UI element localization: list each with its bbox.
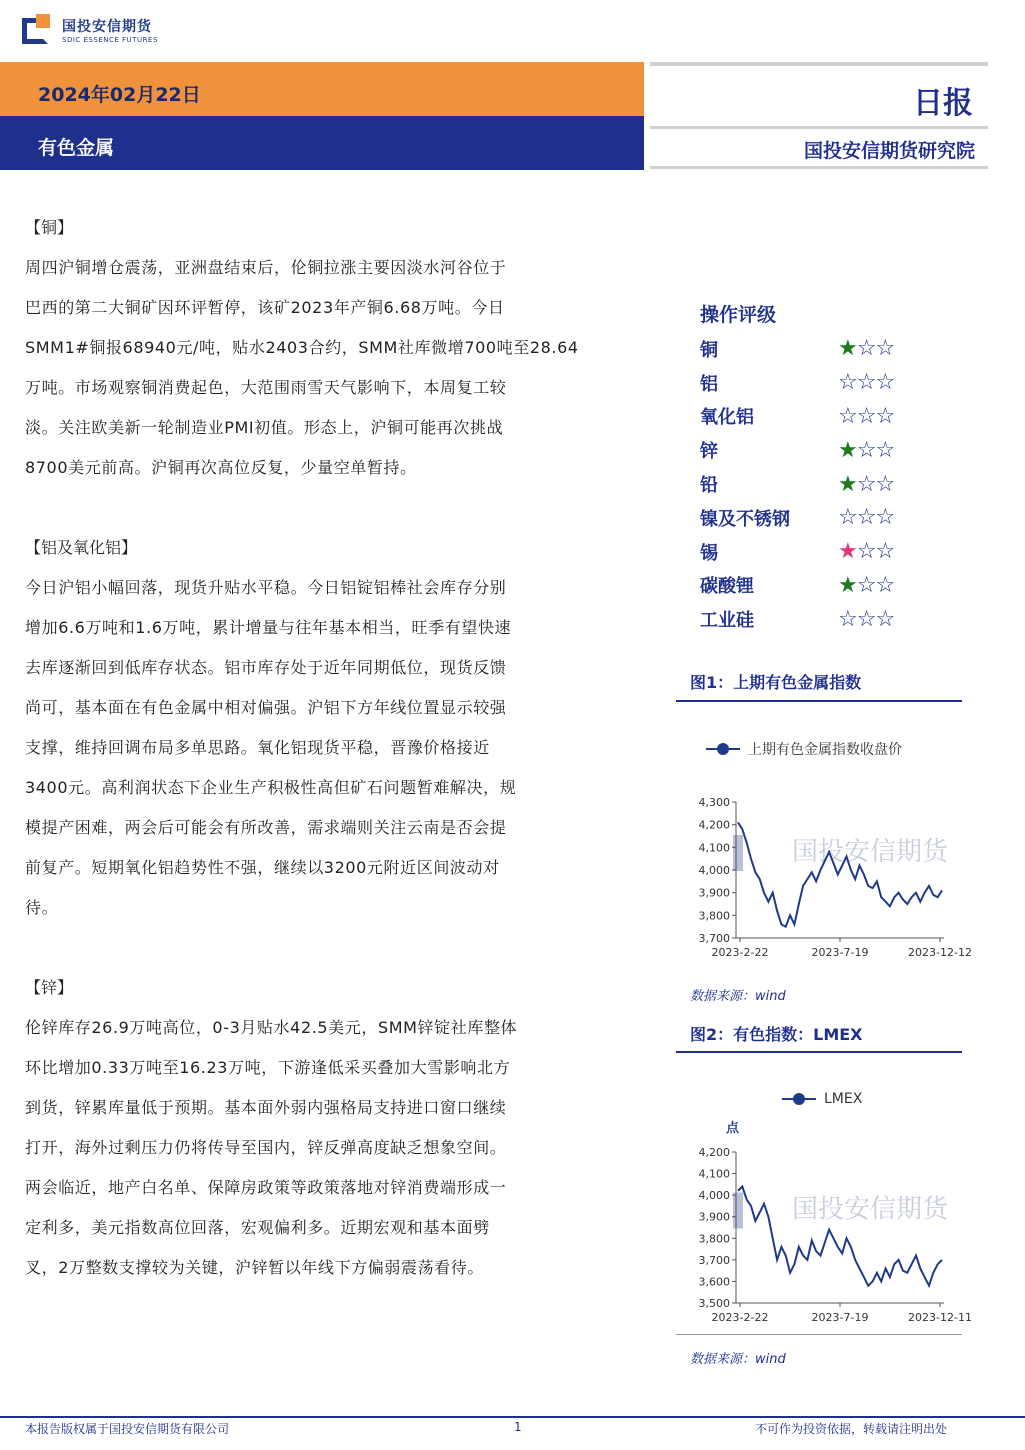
star-filled-icon: ★ [838, 437, 857, 463]
y-tick-label: 4,300 [698, 796, 730, 809]
figure-1-chart [680, 790, 972, 970]
company-logo [22, 14, 158, 46]
star-rating [838, 539, 894, 564]
y-tick-label: 3,900 [698, 886, 730, 900]
paragraph-line: 尚可，基本面在有色金属中相对偏强。沪铝下方年线位置显示较强 [25, 698, 507, 717]
star-empty-icon: ☆ [875, 606, 895, 632]
star-empty-icon: ☆ [856, 606, 876, 632]
star-filled-icon: ★ [838, 572, 857, 598]
header-divider [650, 62, 988, 66]
star-empty-icon: ☆ [875, 505, 895, 531]
y-tick-label: 3,500 [698, 1297, 730, 1310]
paragraph-line: 万吨。市场观察铜消费起色，大范围雨雪天气影响下，本周复工较 [25, 378, 507, 397]
star-empty-icon: ☆ [856, 370, 876, 396]
y-tick-label: 3,800 [698, 909, 730, 923]
paragraph-line: 两会临近，地产白名单、保障房政策等政策落地对锌消费端形成一 [25, 1178, 507, 1197]
report-type: 日报 [913, 86, 973, 121]
sector-title: 有色金属 [38, 137, 115, 159]
rating-name: 铅 [700, 475, 718, 497]
rating-row [700, 332, 970, 366]
paragraph-line: 今日沪铝小幅回落，现货升贴水平稳。今日铝锭铝棒社会库存分别 [25, 578, 507, 597]
legend-marker-icon [706, 748, 740, 750]
y-tick-label: 3,800 [698, 1232, 730, 1246]
rating-name: 锌 [700, 441, 718, 463]
star-filled-icon: ★ [838, 471, 857, 497]
section-title: 【铝及氧化铝】 [25, 538, 138, 557]
rating-name: 氧化铝 [700, 407, 754, 429]
rating-name: 镍及不锈钢 [700, 508, 790, 530]
star-empty-icon: ☆ [856, 572, 876, 598]
watermark-logo-icon [733, 1193, 743, 1229]
logo-name-cn: 国投安信期货 [62, 19, 152, 35]
paragraph-line: 前复产。短期氧化铝趋势性不强，继续以3200元附近区间波动对 [25, 858, 500, 877]
star-rating [838, 370, 894, 395]
x-tick-label: 2023-7-19 [811, 1311, 869, 1324]
rating-row [700, 569, 970, 603]
rating-name: 铜 [700, 339, 718, 361]
paragraph-line: 定利多，美元指数高位回落，宏观偏利多。近期宏观和基本面劈 [25, 1218, 490, 1237]
star-empty-icon: ☆ [875, 336, 895, 362]
paragraph-line: 巴西的第二大铜矿因环评暂停，该矿2023年产铜6.68万吨。今日 [25, 298, 505, 317]
figure-2-source: 数据来源：wind [690, 1352, 786, 1367]
y-tick-label: 4,100 [698, 841, 730, 855]
x-tick-label: 2023-12-12 [908, 946, 972, 959]
star-empty-icon: ☆ [838, 606, 857, 632]
paragraph-line: SMM1#铜报68940元/吨，贴水2403合约，SMM社库微增700吨至28.64 [25, 338, 579, 357]
rating-title: 操作评级 [700, 304, 777, 326]
paragraph-line: 去库逐渐回到低库存状态。铝市库存处于近年同期低位，现货反馈 [25, 658, 507, 677]
y-tick-label: 4,200 [698, 1146, 730, 1159]
figure-1-legend [706, 739, 902, 759]
star-rating [838, 573, 894, 598]
rating-row [700, 366, 970, 400]
rating-row [700, 467, 970, 501]
star-empty-icon: ☆ [875, 471, 895, 497]
y-tick-label: 4,000 [698, 1189, 730, 1203]
star-rating [838, 336, 894, 361]
figure-2-title: 图2：有色指数：LMEX [690, 1025, 863, 1044]
figure-2-rule [676, 1051, 962, 1053]
paragraph-line: 叉，2万整数支撑较为关键，沪锌暂以年线下方偏弱震荡看待。 [25, 1258, 484, 1277]
header-divider [650, 166, 988, 169]
rating-name: 锡 [700, 542, 718, 564]
watermark-logo-icon [733, 835, 743, 871]
star-empty-icon: ☆ [875, 370, 895, 396]
paragraph-line: 模提产困难，两会后可能会有所改善，需求端则关注云南是否会提 [25, 818, 507, 837]
section-gap [25, 488, 610, 528]
rating-panel [700, 298, 970, 636]
rating-row [700, 501, 970, 535]
star-empty-icon: ☆ [838, 370, 857, 396]
legend-label: LMEX [824, 1091, 863, 1107]
x-tick-label: 2023-12-11 [908, 1311, 972, 1324]
section-title: 【锌】 [25, 978, 74, 997]
paragraph-line: 待。 [25, 898, 59, 917]
y-tick-label: 3,700 [698, 932, 730, 945]
figure-2-bottom-rule [676, 1334, 962, 1335]
star-filled-icon: ★ [838, 336, 857, 362]
section-gap [25, 928, 610, 968]
paragraph-line: 周四沪铜增仓震荡，亚洲盘结束后，伦铜拉涨主要因淡水河谷位于 [25, 258, 507, 277]
star-rating [838, 472, 894, 497]
figure-1-source: 数据来源：wind [690, 989, 786, 1004]
paragraph-line: 伦锌库存26.9万吨高位，0-3月贴水42.5美元，SMM锌锭社库整体 [25, 1018, 518, 1037]
y-tick-label: 4,100 [698, 1167, 730, 1181]
x-tick-label: 2023-2-22 [711, 1311, 769, 1324]
report-date: 2024年02月22日 [38, 84, 201, 106]
figure-1-rule [676, 700, 962, 702]
rating-row [700, 433, 970, 467]
star-empty-icon: ☆ [875, 539, 895, 565]
paragraph-line: 到货，锌累库量低于预期。基本面外弱内强格局支持进口窗口继续 [25, 1098, 507, 1117]
header-divider [650, 126, 988, 129]
watermark-text: 国投安信期货 [791, 1194, 949, 1225]
footer-rule [0, 1416, 1025, 1418]
legend-label: 上期有色金属指数收盘价 [748, 742, 902, 758]
institute-name: 国投安信期货研究院 [803, 140, 975, 162]
paragraph-line: 淡。关注欧美新一轮制造业PMI初值。形态上，沪铜可能再次挑战 [25, 418, 504, 437]
rating-name: 碳酸锂 [700, 576, 754, 598]
watermark-text: 国投安信期货 [791, 837, 949, 867]
y-tick-label: 3,900 [698, 1210, 730, 1224]
y-tick-label: 3,600 [698, 1275, 730, 1289]
x-tick-label: 2023-7-19 [811, 946, 869, 959]
logo-icon [22, 14, 54, 46]
star-empty-icon: ☆ [875, 403, 895, 429]
paragraph-line: 支撑，维持回调布局多单思路。氧化铝现货平稳，晋豫价格接近 [25, 738, 490, 757]
star-empty-icon: ☆ [838, 403, 857, 429]
y-tick-label: 3,700 [698, 1253, 730, 1267]
page-number: 1 [514, 1420, 522, 1434]
section-title: 【铜】 [25, 218, 74, 237]
rating-name: 铝 [700, 373, 718, 395]
star-empty-icon: ☆ [875, 572, 895, 598]
figure-2-chart [680, 1140, 972, 1335]
legend-marker-icon [782, 1098, 816, 1100]
footer-disclaimer: 不可作为投资依据，转载请注明出处 [755, 1422, 948, 1436]
logo-name-en: SDIC ESSENCE FUTURES [62, 36, 158, 44]
star-empty-icon: ☆ [856, 539, 876, 565]
y-tick-label: 4,200 [698, 818, 730, 832]
rating-row [700, 535, 970, 569]
rating-row [700, 602, 970, 636]
star-rating [838, 438, 894, 463]
star-empty-icon: ☆ [856, 437, 876, 463]
star-empty-icon: ☆ [856, 336, 876, 362]
footer-copyright: 本报告版权属于国投安信期货有限公司 [25, 1422, 230, 1436]
star-filled-icon: ★ [838, 539, 857, 565]
rating-row [700, 400, 970, 434]
paragraph-line: 增加6.6万吨和1.6万吨，累计增量与往年基本相当，旺季有望快速 [25, 618, 512, 637]
x-tick-label: 2023-2-22 [711, 946, 769, 959]
y-tick-label: 4,000 [698, 864, 730, 877]
star-empty-icon: ☆ [875, 437, 895, 463]
star-empty-icon: ☆ [856, 505, 876, 531]
star-rating [838, 607, 894, 632]
paragraph-line: 环比增加0.33万吨至16.23万吨，下游逢低采买叠加大雪影响北方 [25, 1058, 511, 1077]
figure-2-unit: 点 [726, 1121, 740, 1136]
star-rating [838, 505, 894, 530]
rating-name: 工业硅 [700, 610, 754, 632]
star-rating [838, 404, 894, 429]
paragraph-line: 8700美元前高。沪铜再次高位反复，少量空单暂持。 [25, 458, 417, 477]
figure-2-legend [782, 1091, 862, 1107]
star-empty-icon: ☆ [838, 505, 857, 531]
figure-1-title: 图1：上期有色金属指数 [690, 673, 862, 692]
paragraph-line: 打开，海外过剩压力仍将传导至国内，锌反弹高度缺乏想象空间。 [25, 1138, 507, 1157]
paragraph-line: 3400元。高利润状态下企业生产积极性高但矿石问题暂难解决，规 [25, 778, 517, 797]
star-empty-icon: ☆ [856, 471, 876, 497]
report-body [25, 208, 610, 1288]
star-empty-icon: ☆ [856, 403, 876, 429]
